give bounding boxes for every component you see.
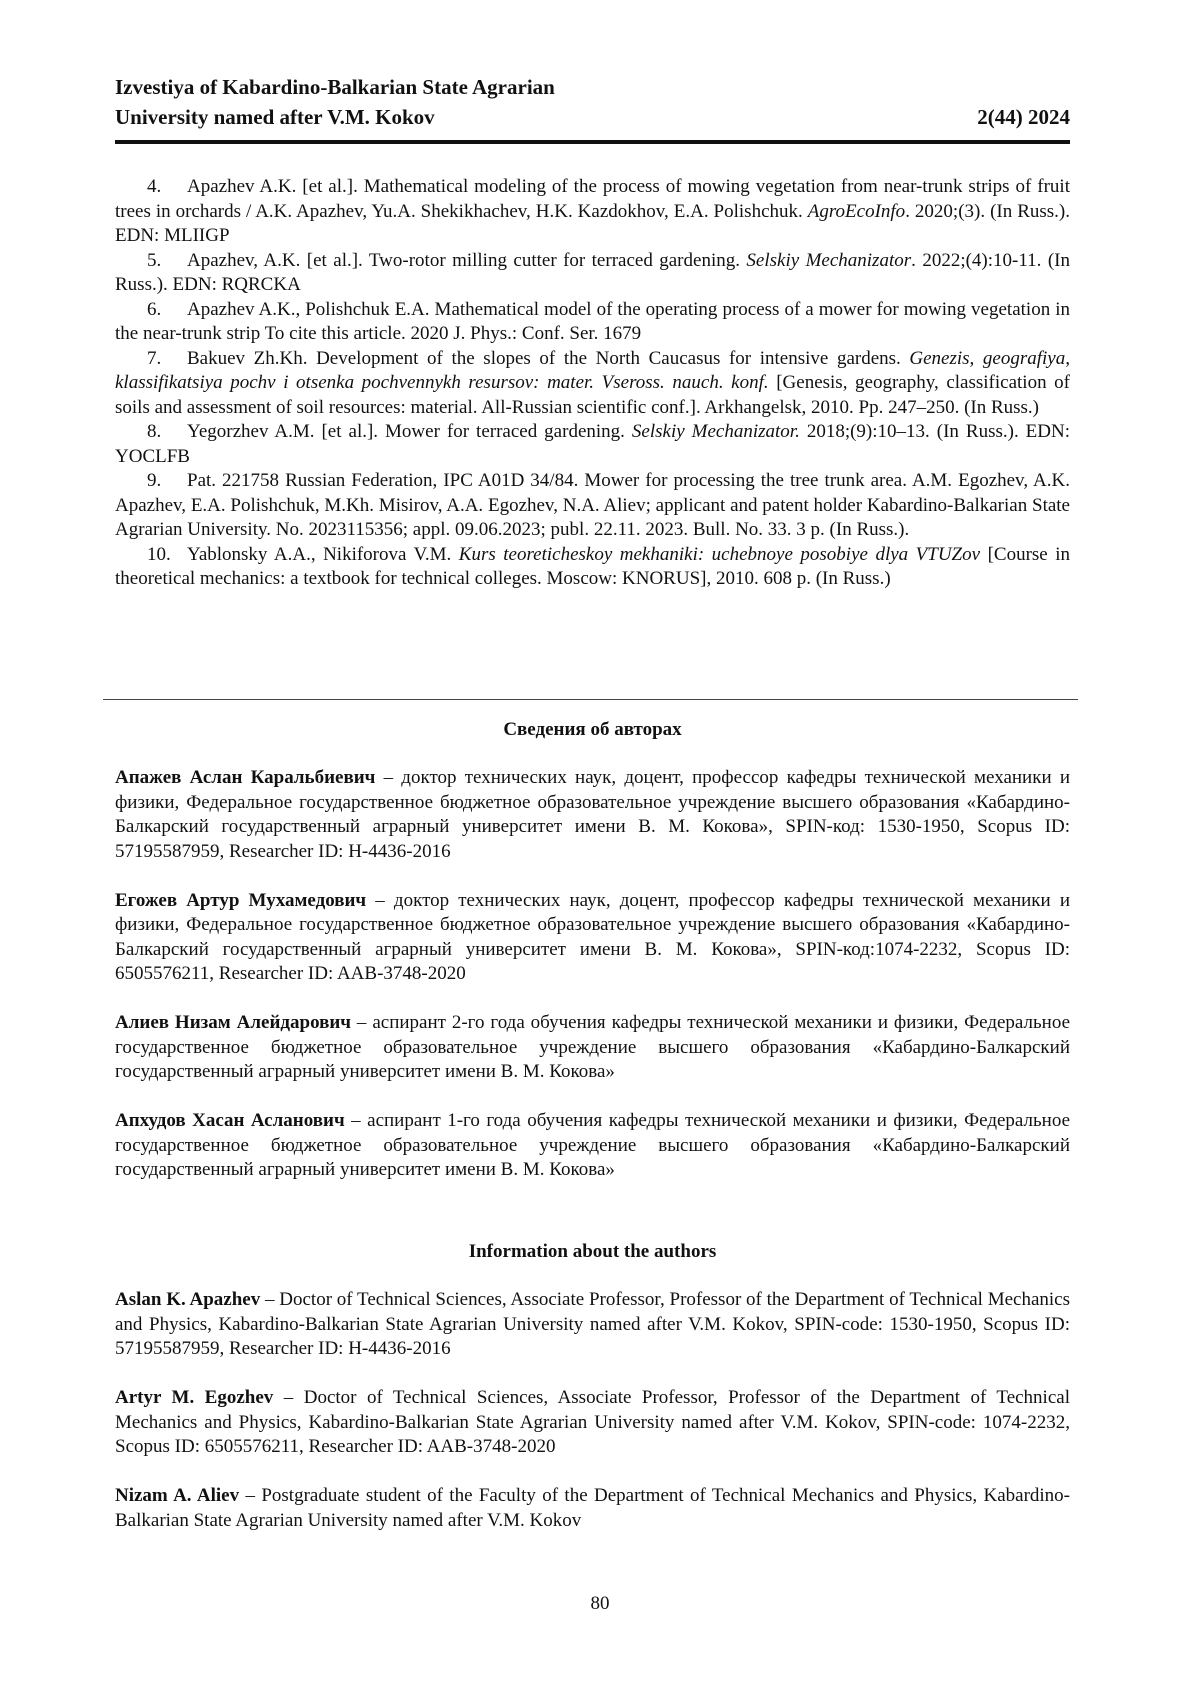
reference-item [115,347,1070,421]
page-number: 80 [0,1592,1200,1616]
reference-text: Bakuev Zh.Kh. Development of the slopes of the North Caucasus for intensive gardens. [187,348,909,369]
reference-number: 9. [147,469,187,494]
en-authors-list [115,1288,1070,1558]
reference-text: Apazhev A.K. [et al.]. Mathematical modeling of the process of mowing vegetation from near-trunk strips of fruit trees in orchards / A.K. Apazhev, Yu.A. Shekikhachev, H.K. Kazdokhov, E.A. Polishchuk. [115,176,1070,222]
reference-text: Yablonsky A.A., Nikiforova V.M. [187,544,459,565]
reference-item [115,298,1070,347]
journal-title-line1: Izvestiya of Kabardino-Balkarian State Agrarian [115,72,1070,102]
author-entry [115,1484,1070,1533]
en-authors-heading: Information about the authors [115,1240,1070,1264]
reference-source-title: Kurs teoreticheskoy mekhaniki: uchebnoye posobiye dlya VTUZov [459,544,980,565]
reference-text: . 2020;(3). (In Russ.). EDN: MLIIGP [115,201,1070,247]
author-details: – аспирант 1-го года обучения кафедры технической механики и физики, Федеральное государственное бюджетное образовательное учреждение высшего образования «Кабардино-Балкарский государственный аграрный университет имени В. М. Кокова» [115,1110,1070,1180]
reference-source-title: Genezis, geografiya, klassifikatsiya pochv i otsenka pochvennykh resursov: mater. Vseross. nauch. konf. [115,348,1070,394]
reference-item [115,175,1070,249]
reference-text: 2018;(9):10–13. (In Russ.). EDN: YOCLFB [115,421,1070,467]
reference-item [115,469,1070,543]
reference-text: Pat. 221758 Russian Federation, IPC A01D 34/84. Mower for processing the tree trunk area. A.M. Egozhev, A.K. Apazhev, E.A. Polishchuk, M.Kh. Misirov, A.A. Egozhev, N.A. Aliev; applicant and patent holder Kabardino-Balkarian State Agrarian University. No. 2023115356; appl. 09.06.2023; publ. 22.11. 2023. Bull. No. 33. 3 p. (In Russ.). [115,470,1070,540]
reference-number: 4. [147,175,187,200]
author-details: – Doctor of Technical Sciences, Associate Professor, Professor of the Department of Technical Mechanics and Physics, Kabardino-Balkarian State Agrarian University named after V.M. Kokov, SPIN-code: 1530-1950, Scopus ID: 57195587959, Researcher ID: H-4436-2016 [115,1289,1070,1359]
document-page [0,0,1200,1697]
author-name: Aslan K. Apazhev [115,1289,260,1310]
author-name: Апажев Аслан Каральбиевич [115,767,375,788]
reference-number: 5. [147,249,187,274]
ru-authors-list [115,766,1070,1207]
reference-item [115,420,1070,469]
header-divider [115,140,1070,144]
reference-item [115,543,1070,592]
author-entry [115,889,1070,987]
author-name: Artyr M. Egozhev [115,1387,273,1408]
reference-number: 6. [147,298,187,323]
reference-text: [Genesis, geography, classification of soils and assessment of soil resources: material. All-Russian scientific conf.]. Arkhangelsk, 2010. Pp. 247–250. (In Russ.) [115,372,1070,418]
reference-source-title: Selskiy Mechanizator. [632,421,800,442]
author-entry [115,1386,1070,1460]
section-divider [103,699,1078,700]
reference-text: Apazhev A.K., Polishchuk E.A. Mathematical model of the operating process of a mower for mowing vegetation in the near-trunk strip To cite this article. 2020 J. Phys.: Conf. Ser. 1679 [115,299,1070,345]
author-entry [115,1109,1070,1183]
reference-source-title: AgroEcoInfo [808,201,905,222]
reference-text: Yegorzhev A.M. [et al.]. Mower for terraced gardening. [187,421,632,442]
reference-text: [Course in theoretical mechanics: a textbook for technical colleges. Moscow: KNORUS], 2010. 608 p. (In Russ.) [115,544,1070,590]
author-entry [115,1288,1070,1362]
reference-text: . 2022;(4):10-11. (In Russ.). EDN: RQRCKA [115,250,1070,296]
author-name: Егожев Артур Мухамедович [115,890,366,911]
reference-source-title: Selskiy Mechanizator [746,250,911,271]
author-details: – доктор технических наук, доцент, профессор кафедры технической механики и физики, Федеральное государственное бюджетное образовательное учреждение высшего образования «Кабардино-Балкарский государственный аграрный университет имени В. М. Кокова», SPIN-код: 1530-1950, Scopus ID: 57195587959, Researcher ID: H-4436-2016 [115,767,1070,862]
author-details: – Doctor of Technical Sciences, Associate Professor, Professor of the Department of Technical Mechanics and Physics, Kabardino-Balkarian State Agrarian University named after V.M. Kokov, SPIN-code: 1074-2232, Scopus ID: 6505576211, Researcher ID: AAB-3748-2020 [115,1387,1070,1457]
author-details: – аспирант 2-го года обучения кафедры технической механики и физики, Федеральное государственное бюджетное образовательное учреждение высшего образования «Кабардино-Балкарский государственный аграрный университет имени В. М. Кокова» [115,1012,1070,1082]
reference-number: 10. [147,543,187,568]
journal-title-line2: University named after V.M. Kokov [115,102,1070,132]
author-name: Алиев Низам Алейдарович [115,1012,351,1033]
reference-number: 7. [147,347,187,372]
reference-list [115,175,1070,592]
reference-text: Apazhev, A.K. [et al.]. Two-rotor milling cutter for terraced gardening. [187,250,746,271]
journal-header [115,72,1070,132]
reference-number: 8. [147,420,187,445]
author-details: – доктор технических наук, доцент, профессор кафедры технической механики и физики, Федеральное государственное бюджетное образовательное учреждение высшего образования «Кабардино-Балкарский государственный аграрный университет имени В. М. Кокова», SPIN-код:1074-2232, Scopus ID: 6505576211, Researcher ID: AAB-3748-2020 [115,890,1070,985]
reference-item [115,249,1070,298]
author-entry [115,1011,1070,1085]
ru-authors-heading: Сведения об авторах [115,718,1070,742]
author-name: Апхудов Хасан Асланович [115,1110,345,1131]
issue-number: 2(44) 2024 [977,102,1070,132]
author-details: – Postgraduate student of the Faculty of the Department of Technical Mechanics and Physics, Kabardino-Balkarian State Agrarian University named after V.M. Kokov [115,1485,1070,1531]
author-name: Nizam A. Aliev [115,1485,239,1506]
author-entry [115,766,1070,864]
